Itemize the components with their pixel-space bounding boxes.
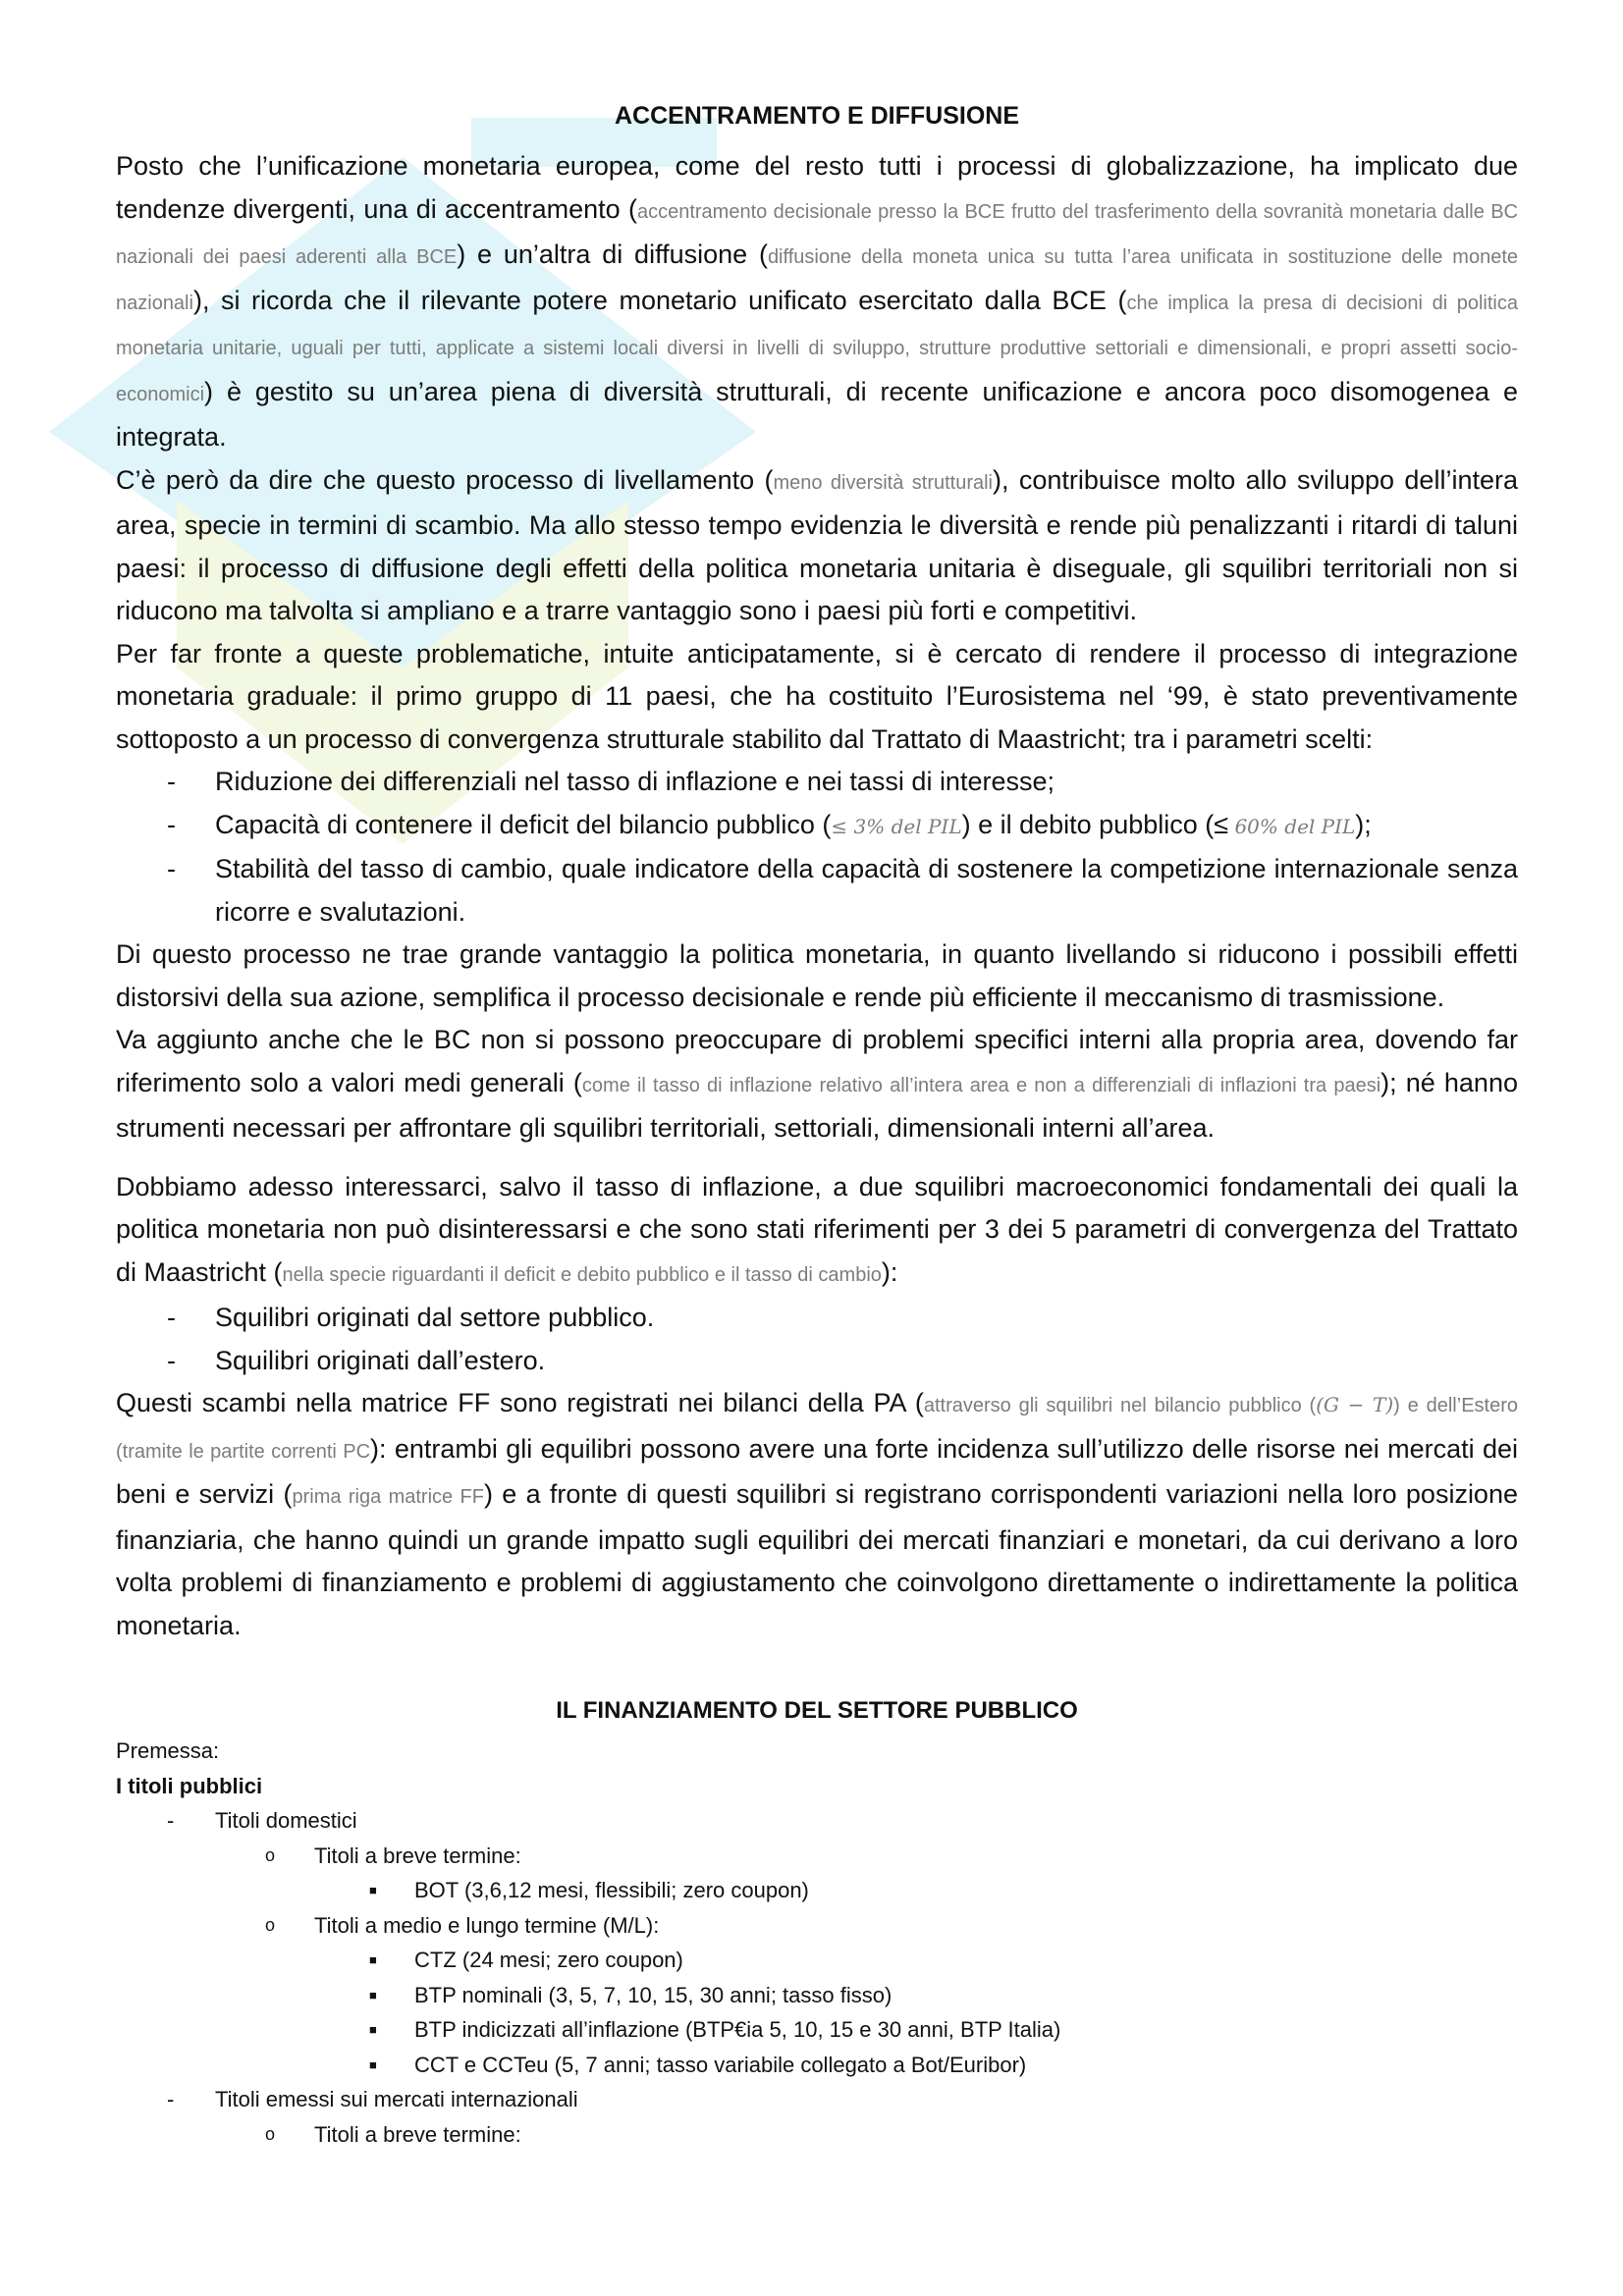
- paragraph-livellamento: C’è però da dire che questo processo di livellamento (meno diversità strutturali), contribuisce molto allo sviluppo dell’intera area, specie in termini di scambio. Ma allo stesso tempo evidenzia le diversità e rende più penalizzanti i ritardi di taluni paesi: il processo di diffusione degli effetti della politica monetaria unitaria è diseguale, gli squilibri territoriali non si riducono ma talvolta si ampliano e a trarre vantaggio sono i paesi più forti e competitivi.: [116, 464, 1518, 625]
- paragraph-squilibri: Dobbiamo adesso interessarci, salvo il tasso di inflazione, a due squilibri macroeconomici fondamentali dei quali la politica monetaria non può disinteressarsi e che sono stati riferimenti per 3 dei 5 parametri di convergenza del Trattato di Maastricht (nella specie riguardanti il deficit e debito pubblico e il tasso di cambio):: [116, 1171, 1518, 1287]
- paragraph-unificazione: Posto che l’unificazione monetaria europea, come del resto tutti i processi di globalizzazione, ha implicato due tendenze divergenti, una di accentramento (accentramento decisionale presso la BCE frutto del trasferimento della sovranità monetaria dalle BC nazionali dei paesi aderenti alla BCE) e un’altra di diffusione (diffusione della moneta unica su tutta l’area unificata in sostituzione delle monete nazionali), si ricorda che il rilevante potere monetario unificato esercitato dalla BCE (che implica la presa di decisioni di politica monetaria unitarie, uguali per tutti, applicate a sistemi locali diversi in livelli di sviluppo, strutture produttive settoriali e dimensionali, e propri assetti socio-economici) è gestito su un’area piena di diversità strutturali, di recente unificazione e ancora poco disomogenea e integrata.: [116, 151, 1518, 452]
- paragraph-vantaggio: Di questo processo ne trae grande vantaggio la politica monetaria, in quanto livellando si riducono i possibili effetti distorsivi della sua azione, semplifica il processo decisionale e rende più efficiente il meccanismo di trasmissione.: [116, 939, 1518, 1012]
- list-item: o Titoli a medio e lungo termine (M/L):: [265, 1912, 660, 1938]
- list-item: o Titoli a breve termine:: [265, 1842, 521, 1868]
- subtitle-titoli-pubblici: I titoli pubblici: [116, 1773, 263, 1798]
- section-title-accentramento: ACCENTRAMENTO E DIFFUSIONE: [614, 102, 1020, 130]
- document-content: [116, 86, 1518, 2152]
- list-item: o Titoli a breve termine:: [265, 2121, 521, 2147]
- list-item: ■ CCT e CCTeu (5, 7 anni; tasso variabile collegato a Bot/Euribor): [369, 2052, 1027, 2077]
- list-item: - Squilibri originati dal settore pubblico.: [167, 1303, 655, 1332]
- convergence-parameters-list: [116, 761, 1518, 934]
- list-item: - Squilibri originati dall’estero.: [167, 1345, 546, 1375]
- section-title-finanziamento: IL FINANZIAMENTO DEL SETTORE PUBBLICO: [556, 1697, 1078, 1724]
- titoli-outline: [116, 1803, 1518, 2152]
- paragraph-valori-medi: Va aggiunto anche che le BC non si possono preoccupare di problemi specifici interni alla propria area, dovendo far riferimento solo a valori medi generali (come il tasso di inflazione relativo all’intera area e non a differenziali di inflazioni tra paesi); né hanno strumenti necessari per affrontare gli squilibri territoriali, settoriali, dimensionali interni all’area.: [116, 1025, 1518, 1143]
- paragraph-maastricht: Per far fronte a queste problematiche, intuite anticipatamente, si è cercato di rendere il processo di integrazione monetaria graduale: il primo gruppo di 11 paesi, che ha costituito l’Eurosistema nel ‘99, è stato preventivamente sottoposto a un processo di convergenza strutturale stabilito dal Trattato di Maastricht; tra i parametri scelti:: [116, 638, 1518, 754]
- list-item: ■ CTZ (24 mesi; zero coupon): [369, 1948, 683, 1972]
- premise-label: Premessa:: [116, 1738, 220, 1763]
- list-item: ■ BTP indicizzati all’inflazione (BTP€ia 5, 10, 15 e 30 anni, BTP Italia): [369, 2017, 1061, 2042]
- list-item: - Titoli emessi sui mercati internazionali: [167, 2087, 578, 2111]
- imbalances-list: [116, 1297, 1518, 1382]
- list-item: ■ BTP nominali (3, 5, 7, 10, 15, 30 anni; tasso fisso): [369, 1982, 893, 2007]
- list-item: - Titoli domestici: [167, 1808, 357, 1833]
- list-item: - Capacità di contenere il deficit del bilancio pubblico (≤ 3% del PIL) e il debito pubblico (≤ 60% del PIL);: [167, 809, 1372, 839]
- list-item: - Stabilità del tasso di cambio, quale indicatore della capacità di sostenere la competizione internazionale senza ricorre e svalutazioni.: [167, 854, 1518, 927]
- list-item: ■ BOT (3,6,12 mesi, flessibili; zero coupon): [369, 1878, 809, 1902]
- paragraph-matrice-ff: Questi scambi nella matrice FF sono registrati nei bilanci della PA (attraverso gli squilibri nel bilancio pubblico ((G − T)) e dell’Estero (tramite le partite correnti PC): entrambi gli equilibri possono avere una forte incidenza sull’utilizzo delle risorse nei mercati dei beni e servizi (prima riga matrice FF) e a fronte di questi squilibri si registrano corrispondenti variazioni nella loro posizione finanziaria, che hanno quindi un grande impatto sugli equilibri dei mercati finanziari e monetari, da cui derivano a loro volta problemi di finanziamento e problemi di aggiustamento che coinvolgono direttamente o indirettamente la politica monetaria.: [116, 1388, 1518, 1640]
- list-item: - Riduzione dei differenziali nel tasso di inflazione e nei tassi di interesse;: [167, 767, 1055, 796]
